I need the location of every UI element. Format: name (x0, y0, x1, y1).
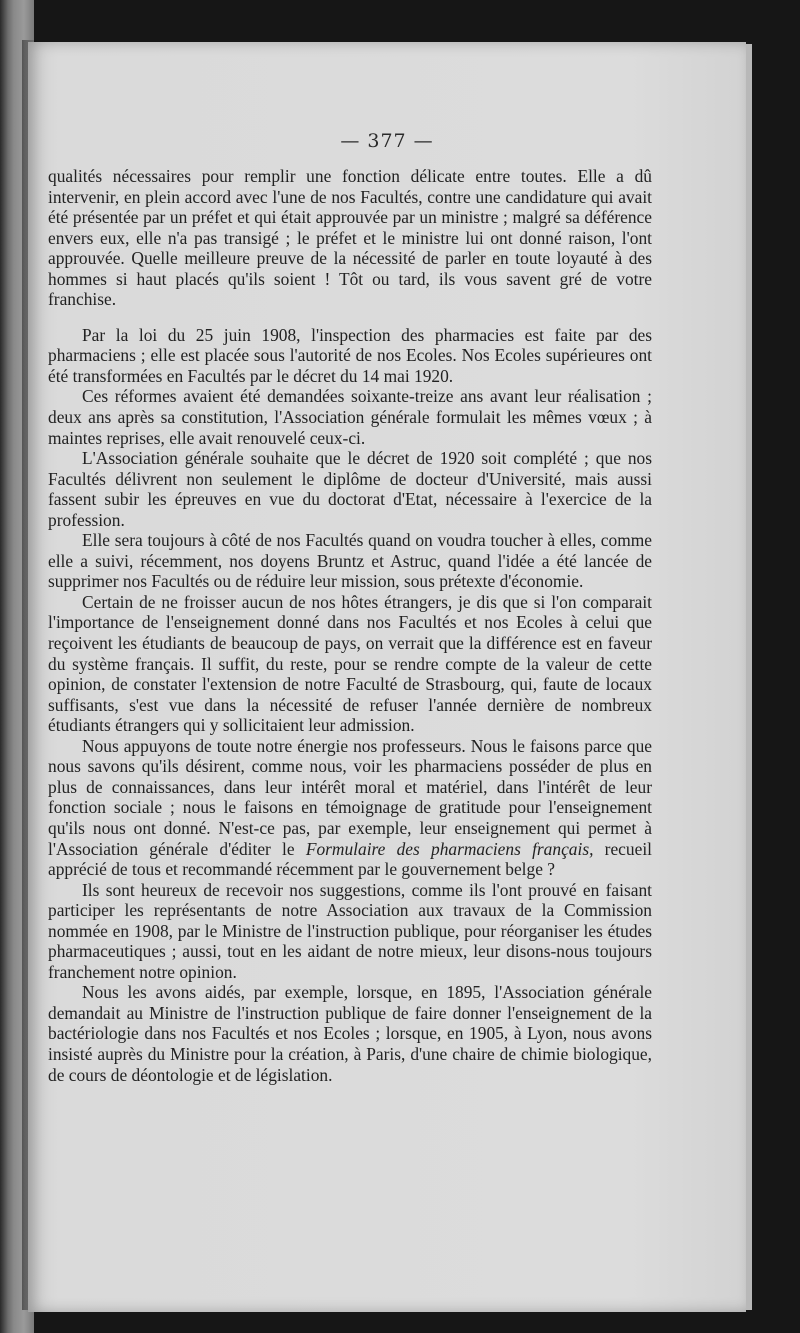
book-title: Formulaire des pharmaciens français, (305, 838, 594, 859)
paragraph: Ces réformes avaient été demandées soixante-treize ans avant leur réalisation ; deux ans après sa constitution, l'Association générale formulait les mêmes vœux ; à maintes reprises, elle avait renouvelé ceux-ci. (48, 386, 652, 448)
paragraph (48, 736, 652, 880)
body-text (48, 166, 652, 1085)
paragraph: Elle sera toujours à côté de nos Facultés quand on voudra toucher à elles, comme elle a suivi, récemment, nos doyens Bruntz et Astruc, quand l'idée a été lancée de supprimer nos Facultés ou de réduire leur mission, sous prétexte d'économie. (48, 530, 652, 592)
paragraph: Certain de ne froisser aucun de nos hôtes étrangers, je dis que si l'on comparait l'importance de l'enseignement donné dans nos Facultés et nos Ecoles à celui que reçoivent les étudiants de beaucoup de pays, on verrait que la différence est en faveur du système français. Il suffit, du reste, pour se rendre compte de la valeur de cette opinion, de constater l'extension de notre Faculté de Strasbourg, qui, faute de locaux suffisants, s'est vue dans la nécessité de refuser l'année dernière de nombreux étudiants étrangers qui y sollicitaient leur admission. (48, 591, 652, 736)
page-edge (746, 44, 752, 1310)
paragraph: L'Association générale souhaite que le décret de 1920 soit complété ; que nos Facultés délivrent non seulement le diplôme de docteur d'Université, mais aussi fassent subir les épreuves en vue du doctorat d'Etat, nécessaire à l'exercice de la profession. (48, 448, 652, 530)
book-page (28, 42, 746, 1312)
paragraph: Ils sont heureux de recevoir nos suggestions, comme ils l'ont prouvé en faisant participer les représentants de notre Association aux travaux de la Commission nommée en 1908, par le Ministre de l'instruction publique, pour réorganiser les études pharmaceutiques ; aussi, tout en les aidant de notre mieux, leur disons-nous toujours franchement notre opinion. (48, 879, 652, 982)
paragraph-text: recueil apprécié de tous et recommandé récemment par le gouvernement belge ? (48, 838, 652, 880)
paragraph: qualités nécessaires pour remplir une fonction délicate entre toutes. Elle a dû intervenir, en plein accord avec l'une de nos Facultés, contre une candidature qui avait été présentée par un préfet et qui était approuvée par un ministre ; malgré sa déférence envers eux, elle n'a pas transigé ; le préfet et le ministre lui ont donné raison, l'ont approuvée. Quelle meilleure preuve de la nécessité de parler en toute loyauté à des hommes si haut placés qu'ils soient ! Tôt ou tard, ils vous savent gré de votre franchise. (48, 166, 652, 310)
paragraph-text: Nous appuyons de toute notre énergie nos professeurs. Nous le faisons parce que nous savons qu'ils désirent, comme nous, voir les pharmaciens posséder de plus en plus de connaissances, dans leur intérêt moral et matériel, dans l'intérêt de leur fonction sociale ; nous le faisons en témoignage de gratitude pour l'enseignement qu'ils nous ont donné. N'est-ce pas, par exemple, leur enseignement qui permet à l'Association générale d'éditer le (48, 735, 652, 859)
paragraph: Par la loi du 25 juin 1908, l'inspection des pharmacies est faite par des pharmaciens ; elle est placée sous l'autorité de nos Ecoles. Nos Ecoles supérieures ont été transformées en Facultés par le décret du 14 mai 1920. (48, 324, 652, 386)
page-number: — 377 — (340, 130, 434, 152)
paragraph: Nous les avons aidés, par exemple, lorsque, en 1895, l'Association générale demandait au Ministre de l'instruction publique de faire donner l'enseignement de la bactériologie dans nos Facultés et nos Ecoles ; lorsque, en 1905, à Lyon, nous avons insisté auprès du Ministre pour la création, à Paris, d'une chaire de chimie biologique, de cours de déontologie et de législation. (48, 982, 652, 1085)
